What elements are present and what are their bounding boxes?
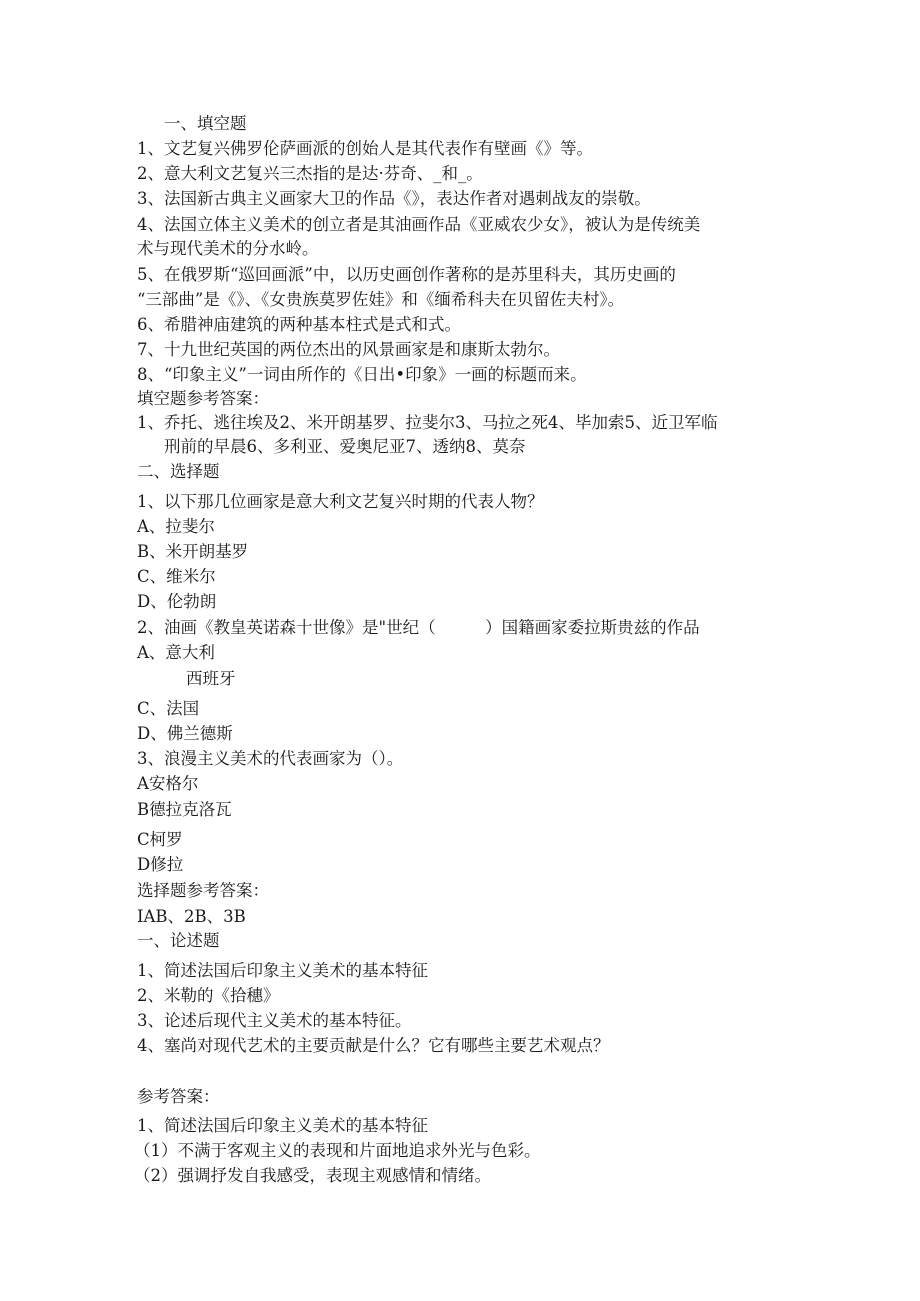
choice-question-2-option-b: 西班牙 <box>186 669 236 688</box>
fill-question-3: 3、法国新古典主义画家大卫的作品《》，表达作者对遇刺战友的崇敬。 <box>137 189 651 208</box>
choice-question-3-option-c: C柯罗 <box>137 830 183 849</box>
reference-answer-1-title: 1、简述法国后印象主义美术的基本特征 <box>137 1116 428 1135</box>
section-heading-essay: 一、论述题 <box>137 931 220 950</box>
fill-question-4-line-1: 4、法国立体主义美术的创立者是其油画作品《亚威农少女》，被认为是传统美 <box>137 215 701 234</box>
fill-question-2: 2、意大利文艺复兴三杰指的是达·芬奇、_和_。 <box>137 164 483 183</box>
reference-answer-heading: 参考答案： <box>137 1087 220 1106</box>
fill-answer-heading: 填空题参考答案： <box>137 389 269 408</box>
choice-answer-line: IAB、2B、3B <box>137 907 246 926</box>
choice-question-3-option-d: D修拉 <box>137 855 184 874</box>
fill-question-1: 1、文艺复兴佛罗伦萨画派的创始人是其代表作有壁画《》等。 <box>137 139 593 158</box>
reference-answer-1-point-2: （2）强调抒发自我感受，表现主观感情和情绪。 <box>134 1166 491 1185</box>
fill-question-5-line-2: “三部曲”是《》、《女贵族莫罗佐娃》和《缅希科夫在贝留佐夫村》。 <box>137 290 625 309</box>
essay-question-2: 2、米勒的《拾穗》 <box>137 986 280 1005</box>
choice-answer-heading: 选择题参考答案： <box>137 881 269 900</box>
essay-question-3: 3、论述后现代主义美术的基本特征。 <box>137 1011 412 1030</box>
reference-answer-1-point-1: （1）不满于客观主义的表现和片面地追求外光与色彩。 <box>134 1141 541 1160</box>
choice-question-3-option-b: B德拉克洛瓦 <box>137 800 232 819</box>
fill-question-5-line-1: 5、在俄罗斯“巡回画派”中，以历史画创作著称的是苏里科夫，其历史画的 <box>137 265 676 284</box>
choice-question-1-option-c: C、维米尔 <box>137 567 216 586</box>
fill-answer-line-1: 1、乔托、逃往埃及2、米开朗基罗、拉斐尔3、马拉之死4、毕加索5、近卫军临 <box>137 413 718 432</box>
fill-question-6: 6、希腊神庙建筑的两种基本柱式是式和式。 <box>137 315 461 334</box>
choice-question-2-option-c: C、法国 <box>137 699 200 718</box>
choice-question-2: 2、油画《教皇英诺森十世像》是"世纪（ ）国籍画家委拉斯贵兹的作品 <box>137 618 700 637</box>
choice-question-1-option-a: A、拉斐尔 <box>137 517 215 536</box>
fill-question-4-line-2: 术与现代美术的分水岭。 <box>137 239 319 258</box>
essay-question-4: 4、塞尚对现代艺术的主要贡献是什么？它有哪些主要艺术观点？ <box>137 1036 610 1055</box>
choice-question-2-option-a: A、意大利 <box>137 643 215 662</box>
choice-question-1: 1、以下那几位画家是意大利文艺复兴时期的代表人物？ <box>137 492 544 511</box>
essay-question-1: 1、简述法国后印象主义美术的基本特征 <box>137 961 428 980</box>
choice-question-3: 3、浪漫主义美术的代表画家为（）。 <box>137 749 404 768</box>
choice-question-1-option-d: D、伦勃朗 <box>137 592 217 611</box>
fill-answer-line-2: 刑前的早晨6、多利亚、爱奥尼亚7、透纳8、莫奈 <box>164 437 526 456</box>
fill-question-8: 8、“印象主义”一词由所作的《日出•印象》一画的标题而来。 <box>137 365 587 384</box>
choice-question-2-option-d: D、佛兰德斯 <box>137 724 233 743</box>
choice-question-3-option-a: A安格尔 <box>137 774 199 793</box>
fill-question-7: 7、十九世纪英国的两位杰出的风景画家是和康斯太勃尔。 <box>137 340 560 359</box>
section-heading-fill-blank: 一、填空题 <box>164 114 247 133</box>
section-heading-choice: 二、选择题 <box>137 462 220 481</box>
choice-question-1-option-b: B、米开朗基罗 <box>137 542 249 561</box>
